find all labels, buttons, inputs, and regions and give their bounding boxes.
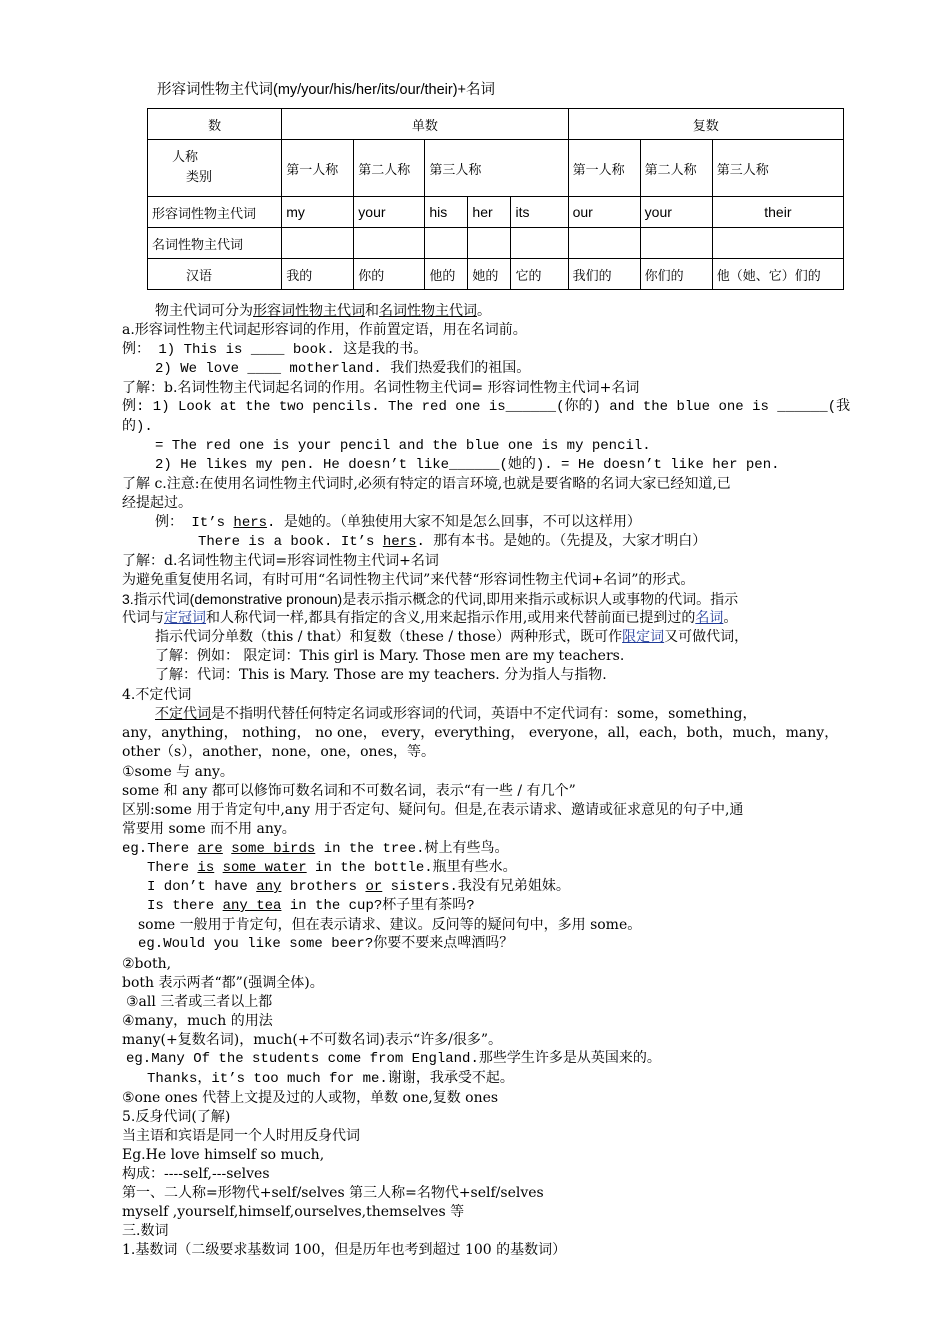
text-line: [155, 514, 905, 533]
table-cell: 它的: [511, 259, 568, 290]
text-line: ⑤one ones 代替上文提及过的人或物，单数 one,复数 ones: [122, 1090, 499, 1106]
person-2-singular: 第二人称: [354, 140, 425, 197]
text-span: 是不指明代替任何特定名词或形容词的代词，英语中不定代词有：some，something，: [211, 706, 757, 722]
person-1-plural: 第一人称: [568, 140, 640, 197]
text-span: 例： It’s: [155, 515, 234, 531]
text-line: 2) We love ____ motherland. 我们热爱我们的祖国。: [155, 361, 531, 377]
text-line: 了解：b.名词性物主代词起名词的作用。名词性物主代词= 形容词性物主代词+名词: [122, 380, 640, 396]
corner-category: 类别: [186, 170, 213, 185]
text-line: some 和 any 都可以修饰可数名词和不可数名词，表示“有一些 / 有几个”: [122, 783, 576, 799]
text-span: There is a book. It’s: [198, 534, 383, 550]
underlined-term: some birds: [231, 841, 316, 857]
text-span: 。: [723, 610, 738, 626]
text-line: 的).: [122, 419, 153, 435]
underlined-term: hers: [382, 534, 417, 550]
header-singular: 单数: [282, 109, 568, 140]
table-header-person: [148, 140, 844, 197]
text-span: brothers: [281, 879, 366, 895]
table-cell: our: [568, 197, 640, 228]
table-cell: 我的: [282, 259, 354, 290]
text-line: 5.反身代词(了解): [122, 1109, 231, 1125]
text-line: Eg.He love himself so much,: [122, 1147, 325, 1163]
header-number: 数: [148, 109, 282, 140]
text-line: [198, 533, 948, 552]
text-line: [147, 859, 897, 878]
corner-person: 人称: [172, 150, 199, 165]
text-line: 构成：----self,---selves: [122, 1166, 270, 1182]
text-span: . 是她的。（单独使用大家不知是怎么回事，不可以这样用）: [267, 515, 641, 531]
table-cell: [425, 228, 468, 259]
text-line: [122, 609, 872, 628]
text-line: 3.指示代词(demonstrative pronoun)是表示指示概念的代词,即用来指示或标识人或事物的代词。指示: [122, 591, 739, 607]
text-line: 了解：d.名词性物主代词=形容词性物主代词+名词: [122, 553, 439, 569]
table-row-chinese: [148, 259, 844, 290]
text-span: . 那有本书。是她的。（先提及，大家才明白）: [416, 534, 707, 550]
row-label: 形容词性物主代词: [148, 197, 282, 228]
text-span: sisters.我没有兄弟姐妹。: [382, 879, 570, 895]
table-cell: 我们的: [568, 259, 640, 290]
text-line: 经提起过。: [122, 495, 192, 511]
table-cell: [568, 228, 640, 259]
table-cell: 你的: [354, 259, 425, 290]
text-line: 了解 c.注意:在使用名词性物主代词时,必须有特定的语言环境,也就是要省略的名词大家已经知道,已: [122, 476, 731, 492]
text-span: 和: [365, 303, 379, 319]
text-span: 和人称代词一样,都具有指定的含义,用来起指示作用,或用来代替前面已提到过的: [206, 610, 696, 626]
text-line: [155, 705, 905, 724]
text-line: 2) He likes my pen. He doesn’t like______(她的). = He doesn’t like her pen.: [155, 457, 780, 473]
text-line: both 表示两者“都”(强调全体)。: [122, 975, 324, 991]
text-line: [147, 897, 897, 916]
table-cell: 她的: [468, 259, 511, 290]
text-line: eg.Would you like some beer?你要不要来点啤酒吗？: [138, 936, 514, 952]
text-span: in the bottle.瓶里有些水。: [306, 860, 517, 876]
text-line: 了解：代词：This is Mary. Those are my teachers. 分为指人与指物.: [155, 667, 607, 683]
table-cell: their: [712, 197, 843, 228]
noun-link[interactable]: 名词: [695, 610, 724, 626]
text-span: 。: [477, 303, 491, 319]
table-cell: my: [282, 197, 354, 228]
text-line: [147, 878, 897, 897]
determiner-link[interactable]: 限定词: [622, 629, 665, 645]
text-line: 4.不定代词: [122, 687, 192, 703]
text-line: 1.基数词（二级要求基数词 100，但是历年也考到超过 100 的基数词）: [122, 1242, 567, 1258]
table-row-adjective: [148, 197, 844, 228]
table-cell: 他的: [425, 259, 468, 290]
text-line: [155, 302, 905, 321]
text-span: I don’t have: [147, 879, 257, 895]
person-3-singular: 第三人称: [425, 140, 568, 197]
row-label: 汉语: [148, 259, 282, 290]
text-span: in the tree.树上有些鸟。: [315, 841, 509, 857]
text-line: 了解：例如： 限定词：This girl is Mary. Those men are my teachers.: [155, 648, 625, 664]
underlined-term: some water: [222, 860, 307, 876]
table-header-number: [148, 109, 844, 140]
text-line: Thanks，it’s too much for me.谢谢，我承受不起。: [147, 1071, 514, 1087]
table-cell: [640, 228, 712, 259]
text-span: 又可做代词，: [664, 629, 749, 645]
text-line: eg.Many Of the students come from England.那些学生许多是从英国来的。: [126, 1051, 661, 1067]
text-line: ①some 与 any。: [122, 764, 234, 780]
text-span: 代词与: [122, 610, 164, 626]
header-corner: [148, 140, 282, 197]
text-line: many(+复数名词)，much(+不可数名词)表示“许多/很多”。: [122, 1032, 503, 1048]
underlined-term: is: [197, 860, 215, 876]
text-line: a.形容词性物主代词起形容词的作用，作前置定语，用在名词前。: [122, 322, 527, 338]
text-line: ②both,: [122, 956, 172, 972]
table-cell: 你们的: [640, 259, 712, 290]
underlined-term: hers: [233, 515, 268, 531]
table-cell: [712, 228, 843, 259]
underlined-term: 名词性物主代词: [379, 303, 477, 319]
table-cell: your: [354, 197, 425, 228]
table-cell: [511, 228, 568, 259]
underlined-term: any tea: [222, 898, 282, 914]
text-line: other（s），another，none，one，ones，等。: [122, 744, 436, 760]
pronoun-table: [147, 108, 844, 290]
text-span: There: [147, 860, 198, 876]
table-cell: [282, 228, 354, 259]
table-cell: its: [511, 197, 568, 228]
section-title: 形容词性物主代词(my/your/his/her/its/our/their)+名词: [157, 82, 495, 98]
text-line: 例： 1) This is ____ book. 这是我的书。: [122, 342, 428, 358]
table-cell: 他（她、它）们的: [712, 259, 843, 290]
text-line: [155, 628, 905, 647]
person-3-plural: 第三人称: [712, 140, 843, 197]
text-line: 为避免重复使用名词，有时可用“名词性物主代词”来代替“形容词性物主代词+名词”的形式。: [122, 572, 695, 588]
text-span: [223, 841, 231, 857]
text-line: 第一、二人称=形物代+self/selves 第三人称=名物代+self/selves: [122, 1185, 544, 1201]
text-line: ④many，much 的用法: [122, 1013, 273, 1029]
person-1-singular: 第一人称: [282, 140, 354, 197]
text-span: in the cup?杯子里有茶吗?: [281, 898, 475, 914]
text-line: 当主语和宾语是同一个人时用反身代词: [122, 1128, 360, 1144]
text-line: = The red one is your pencil and the blue one is my pencil.: [155, 438, 651, 454]
text-span: 物主代词可分为: [155, 303, 253, 319]
text-line: any，anything， nothing， no one， every，everything， everyone，all，each，both，much，many，: [122, 725, 839, 741]
text-span: eg.There: [122, 841, 198, 857]
text-span: Is there: [147, 898, 223, 914]
text-line: [122, 840, 872, 859]
underlined-term: 不定代词: [155, 706, 211, 722]
table-cell: his: [425, 197, 468, 228]
underlined-term: or: [365, 879, 383, 895]
table-cell: your: [640, 197, 712, 228]
text-line: 区别:some 用于肯定句中,any 用于否定句、疑问句。但是,在表示请求、邀请或征求意见的句子中,通: [122, 802, 744, 818]
text-line: 例: 1) Look at the two pencils. The red one is______(你的) and the blue one is ______(我: [122, 399, 851, 415]
text-span: 指示代词分单数（this / that）和复数（these / those）两种形式，既可作: [155, 629, 623, 645]
text-line: ③all 三者或三者以上都: [126, 994, 273, 1010]
person-2-plural: 第二人称: [640, 140, 712, 197]
header-plural: 复数: [568, 109, 843, 140]
definite-article-link[interactable]: 定冠词: [164, 610, 206, 626]
text-line: myself ,yourself,himself,ourselves,themselves 等: [122, 1204, 465, 1220]
row-label: 名词性物主代词: [148, 228, 282, 259]
table-cell: her: [468, 197, 511, 228]
underlined-term: 形容词性物主代词: [253, 303, 365, 319]
table-cell: [354, 228, 425, 259]
text-line: some 一般用于肯定句，但在表示请求、建议。反问等的疑问句中，多用 some。: [138, 917, 642, 933]
underlined-term: any: [256, 879, 282, 895]
text-span: [214, 860, 222, 876]
text-line: 常要用 some 而不用 any。: [122, 821, 296, 837]
table-cell: [468, 228, 511, 259]
underlined-term: are: [197, 841, 223, 857]
text-line: 三.数词: [122, 1223, 169, 1239]
table-row-noun: [148, 228, 844, 259]
